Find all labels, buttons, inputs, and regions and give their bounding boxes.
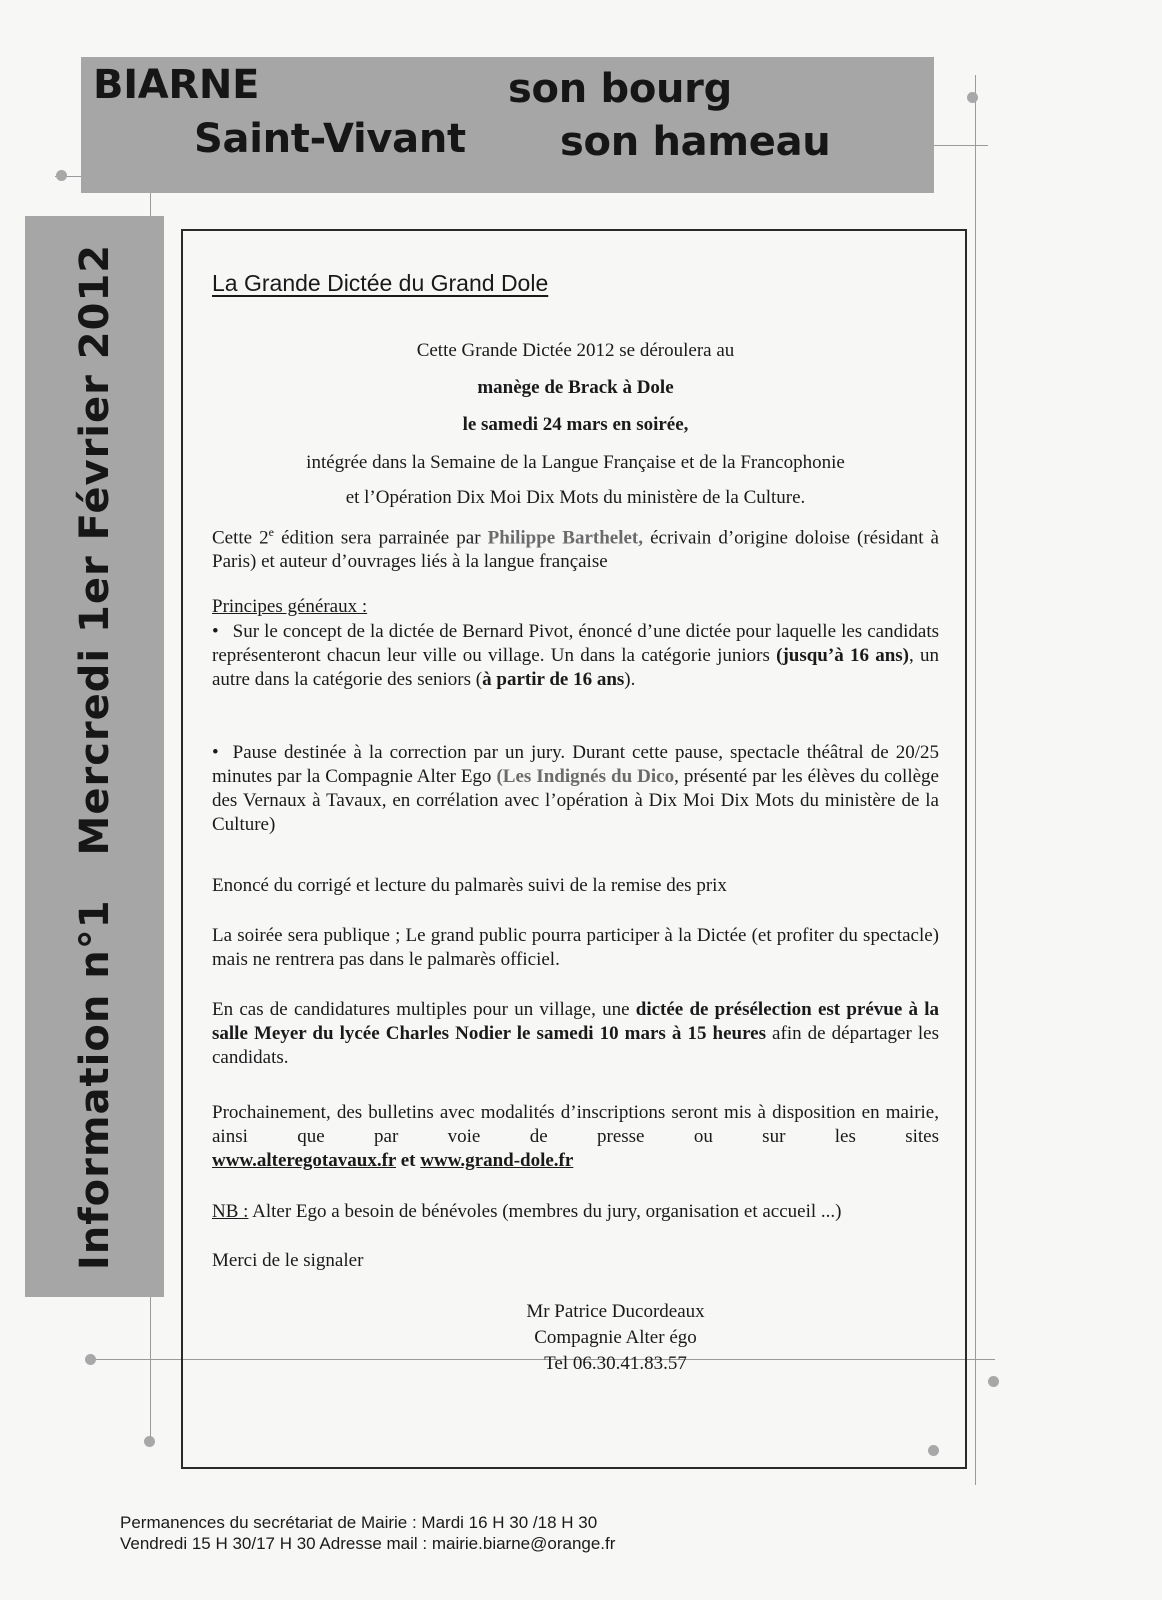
intro-venue: manège de Brack à Dole: [477, 377, 674, 398]
intro-line: intégrée dans la Semaine de la Langue Française et de la Francophonie: [306, 452, 845, 473]
decor-dot: [144, 1436, 155, 1447]
article-box: [181, 229, 967, 1469]
side-band: [25, 216, 164, 1297]
decor-line-top-right: [975, 75, 976, 1485]
bulletins-paragraph: Prochainement, des bulletins avec modalités d’inscriptions seront mis à disposition en mairie, ainsi que par voie de presse ou sur les sites: [212, 1102, 939, 1147]
signature-company: Compagnie Alter égo: [534, 1327, 697, 1348]
preselection-paragraph: [212, 998, 939, 1070]
signature-tel: Tel 06.30.41.83.57: [544, 1353, 687, 1374]
nb-thanks: Merci de le signaler: [212, 1250, 364, 1271]
intro-line: Cette Grande Dictée 2012 se déroulera au: [416, 340, 735, 361]
decor-dot: [85, 1354, 96, 1365]
bullet-text: , présenté par les élèves du collège des Vernaux à Tavaux, en corrélation avec l’opération à Dix Moi Dix Mots du ministère de la Culture): [212, 766, 939, 835]
bullet-icon: •: [212, 742, 219, 763]
bullet-text: ).: [624, 669, 636, 690]
links-and: et: [396, 1150, 421, 1171]
footer-hours: Permanences du secrétariat de Mairie : Mardi 16 H 30 /18 H 30: [120, 1513, 598, 1532]
footer: [120, 1512, 615, 1554]
patron-name: Philippe Barthelet,: [487, 527, 644, 549]
edition-sup: e: [268, 525, 274, 539]
header-commune: BIARNE: [93, 62, 260, 108]
nb-paragraph: [212, 1200, 939, 1224]
bullet-bold: à partir de 16 ans: [482, 669, 625, 690]
bullet-text: Pause destinée à la correction par un jury. Durant cette pause, spectacle théâtral de 20/25 minutes par la Compagnie Alter Ego: [212, 742, 939, 787]
bullet-bold: (jusqu’à 16 ans): [776, 645, 909, 666]
link-grand-dole[interactable]: www.grand-dole.fr: [420, 1150, 574, 1171]
bullet-item: [212, 741, 939, 837]
article-title: La Grande Dictée du Grand Dole: [212, 270, 549, 296]
bullet-text: , un autre dans la catégorie des seniors (: [212, 645, 939, 690]
nb-label: NB :: [212, 1201, 249, 1222]
header-hamlet-name: Saint-Vivant: [194, 116, 466, 162]
edition-text: écrivain d’origine doloise (résidant à Paris) et auteur d’ouvrages liés à la langue française: [212, 527, 939, 573]
footer-contact: Vendredi 15 H 30/17 H 30 Adresse mail : mairie.biarne@orange.fr: [120, 1534, 616, 1553]
decor-dot: [967, 92, 978, 103]
preselection-text: afin de départager les candidats.: [212, 1023, 939, 1068]
signature-name: Mr Patrice Ducordeaux: [526, 1301, 705, 1322]
corrige-paragraph: Enoncé du corrigé et lecture du palmarès suivi de la remise des prix: [212, 875, 727, 896]
preselection-bold: dictée de présélection est prévue à la salle Meyer du lycée Charles Nodier le samedi 10 mars à 15 heures: [212, 999, 939, 1044]
bullet-icon: •: [212, 621, 219, 642]
edition-text: Cette 2: [212, 527, 269, 549]
nb-text: Alter Ego a besoin de bénévoles (membres du jury, organisation et accueil ...): [248, 1201, 842, 1222]
header-hameau: son hameau: [560, 119, 831, 165]
intro-line: et l’Opération Dix Moi Dix Mots du ministère de la Culture.: [345, 487, 806, 508]
header-bourg: son bourg: [508, 66, 732, 112]
intro-date: le samedi 24 mars en soirée,: [462, 414, 689, 435]
bullet-text: Sur le concept de la dictée de Bernard Pivot, énoncé d’une dictée pour laquelle les candidats représenteront chacun leur ville ou village. Un dans la catégorie juniors: [212, 621, 939, 666]
side-title-issue: Information n°1: [71, 898, 118, 1270]
principles-heading: Principes généraux :: [212, 596, 368, 617]
decor-dot: [988, 1376, 999, 1387]
show-title: (Les Indignés du Dico: [496, 766, 675, 787]
links-line: [212, 1149, 939, 1173]
header-band: [81, 57, 934, 193]
link-alterego[interactable]: www.alteregotavaux.fr: [212, 1150, 396, 1171]
bullet-item: [212, 620, 939, 692]
edition-text: édition sera parrainée par: [274, 527, 488, 549]
edition-paragraph: [212, 520, 939, 574]
side-title-date: Mercredi 1er Février 2012: [71, 243, 118, 855]
decor-dot: [56, 170, 67, 181]
preselection-text: En cas de candidatures multiples pour un village, une: [212, 999, 636, 1020]
side-title: [72, 243, 118, 1269]
public-paragraph: La soirée sera publique ; Le grand public pourra participer à la Dictée (et profiter du spectacle) mais ne rentrera pas dans le palmarès officiel.: [212, 925, 939, 970]
